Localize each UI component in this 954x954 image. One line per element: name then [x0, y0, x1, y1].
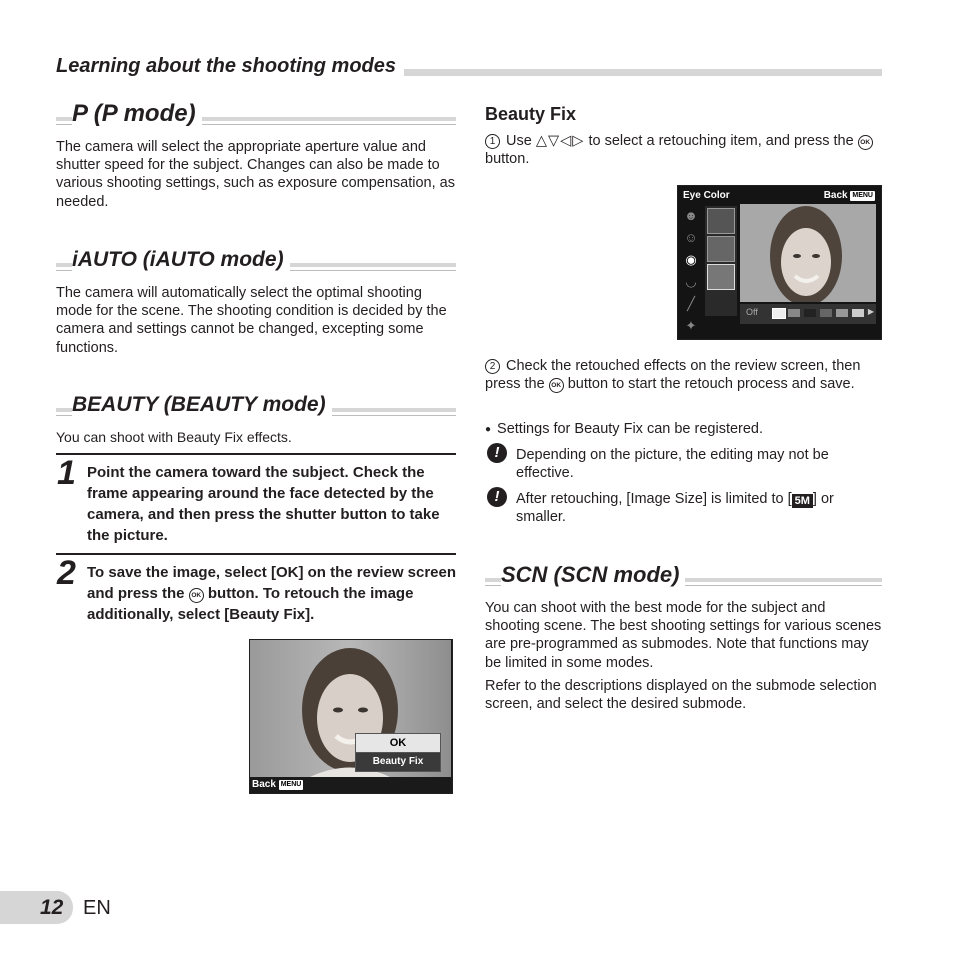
eye-option-1[interactable]	[707, 208, 735, 234]
brush-icon[interactable]: ╱	[687, 296, 695, 311]
review-back-label[interactable]	[252, 778, 303, 792]
step-circle-2: 2	[485, 359, 500, 374]
ok-option[interactable]	[355, 733, 441, 753]
p-mode-heading: P (P mode)	[72, 100, 202, 128]
ok-button-icon: OK	[189, 588, 204, 603]
beauty-fix-step2	[485, 357, 881, 393]
eye-option-2[interactable]	[707, 236, 735, 262]
bullet-text: Settings for Beauty Fix can be registered.	[497, 421, 764, 437]
beauty-mode-text: You can shoot with Beauty Fix effects.	[56, 429, 292, 445]
eye-option-3[interactable]	[707, 264, 735, 290]
step2-text	[87, 562, 457, 625]
scn-mode-text2: Refer to the descriptions displayed on the submode selection screen, and select the desired submode.	[485, 678, 877, 713]
beauty-fix-step1	[485, 132, 881, 168]
image-size-5m-icon: 5M	[792, 494, 813, 508]
bf-step1-c: button.	[485, 151, 530, 168]
p-mode-text: The camera will select the appropriate aperture value and shutter speed for the subject. Changes can also be made to various shooting settings, such as exposure compensation, as needed.	[56, 139, 455, 210]
eye-color-screen	[677, 185, 882, 340]
menu-button-icon: MENU	[852, 192, 873, 199]
step1-rule	[56, 453, 456, 455]
beauty-mode-heading: BEAUTY (BEAUTY mode)	[72, 392, 332, 418]
ok-button-icon: OK	[549, 378, 564, 393]
sparkle-icon[interactable]: ✦	[685, 318, 697, 333]
review-screen	[249, 639, 453, 794]
page-number: 12	[40, 896, 64, 919]
scn-mode-heading: SCN (SCN mode)	[501, 561, 685, 588]
swatch-3[interactable]	[804, 309, 816, 317]
swatch-4[interactable]	[820, 309, 832, 317]
page-header-title: Learning about the shooting modes	[56, 54, 404, 78]
eye-color-back[interactable]	[824, 189, 875, 202]
bf-step1-b: to select a retouching item, and press the	[584, 133, 858, 149]
warning-icon: !	[487, 443, 507, 463]
iauto-mode-text: The camera will automatically select the optimal shooting mode for the scene. The shooting condition is decided by the camera and settings cannot be changed, excepting some functions.	[56, 285, 447, 356]
eye-color-title: Eye Color	[683, 190, 730, 201]
swatch-1[interactable]	[772, 308, 786, 319]
beauty-fix-option[interactable]	[355, 752, 441, 772]
note2-b: ] or smaller.	[516, 491, 834, 526]
ok-option-label: OK	[389, 737, 407, 749]
note1-text: Depending on the picture, the editing may not be effective.	[516, 447, 829, 482]
step1-text: Point the camera toward the subject. Check the frame appearing around the face detected by the camera, and then press the shutter button to take the picture.	[87, 464, 440, 544]
beauty-fix-option-label: Beauty Fix	[372, 756, 424, 767]
step2-text-b: button. To retouch the image additionally, select [Beauty Fix].	[87, 585, 414, 623]
step2-text-a: To save the image, select [OK] on the review screen and press the	[87, 564, 457, 602]
step2-rule	[56, 553, 456, 555]
swatch-6[interactable]	[852, 309, 864, 317]
bf-step2-b: button to start the retouch process and save.	[563, 376, 855, 393]
lips-icon[interactable]: ◡	[685, 274, 697, 289]
note2-text	[516, 490, 881, 526]
swatch-2[interactable]	[788, 309, 800, 317]
step2-number: 2	[57, 554, 76, 592]
bf-step2-a: Check the retouched effects on the review screen, then press the	[485, 358, 861, 393]
review-back-text: Back	[252, 779, 276, 790]
ok-button-icon: OK	[858, 135, 873, 150]
eye-options	[705, 206, 737, 316]
menu-button-icon: MENU	[280, 781, 302, 788]
eye-color-slider[interactable]	[740, 304, 876, 324]
bf-step1-a: Use	[506, 133, 536, 149]
arrow-keys-icon: △▽◁▷	[535, 133, 585, 149]
retouch-item-column	[680, 208, 702, 340]
note2-a: After retouching, [Image Size] is limited to [	[516, 491, 792, 507]
step-circle-1: 1	[485, 134, 500, 149]
language-label: EN	[83, 897, 111, 919]
swatch-5[interactable]	[836, 309, 848, 317]
eye-color-back-text: Back	[823, 190, 848, 201]
step1-number: 1	[57, 454, 76, 492]
warning-icon: !	[487, 487, 507, 507]
beauty-fix-heading: Beauty Fix	[485, 104, 577, 124]
slider-off-label: Off	[746, 307, 758, 317]
slider-right-arrow-icon[interactable]: ▶	[867, 307, 874, 316]
bullet-icon: ●	[485, 424, 492, 435]
iauto-mode-heading: iAUTO (iAUTO mode)	[72, 247, 290, 273]
face-icon[interactable]: ☻	[684, 208, 698, 223]
preview-photo	[740, 204, 876, 302]
scn-mode-text1: You can shoot with the best mode for the subject and shooting scene. The best shooting settings for various scenes are pre-programmed as submodes. Note that functions may be limited in some modes.	[485, 600, 882, 671]
eye-icon[interactable]: ◉	[685, 252, 697, 267]
skin-icon[interactable]: ☺	[684, 230, 698, 245]
beauty-fix-bullet	[485, 420, 881, 439]
